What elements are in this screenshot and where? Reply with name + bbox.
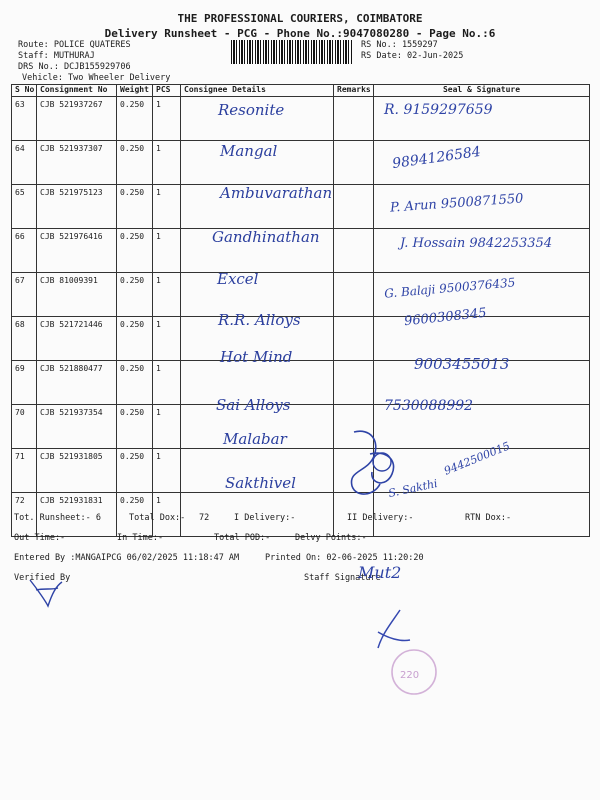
- consignee-cell: [181, 405, 334, 449]
- weight-cell: 0.250: [117, 97, 153, 141]
- weight-cell: 0.250: [117, 361, 153, 405]
- consignee-handwriting: Sakthivel: [225, 474, 296, 492]
- consignment-cell: CJB 521721446: [37, 317, 117, 361]
- weight-cell: 0.250: [117, 493, 153, 537]
- delivery-signature: 9894126584: [391, 143, 482, 173]
- col-signature: Seal & Signature: [374, 85, 590, 97]
- sno-cell: 67: [12, 273, 37, 317]
- consignee-cell: [181, 97, 334, 141]
- sno-cell: 72: [12, 493, 37, 537]
- sno-cell: 69: [12, 361, 37, 405]
- weight-cell: 0.250: [117, 317, 153, 361]
- sno-cell: 65: [12, 185, 37, 229]
- consignee-cell: [181, 317, 334, 361]
- table-header-row: [12, 85, 590, 97]
- stamp-mark: [370, 606, 446, 700]
- ii-delivery-label: II Delivery:-: [347, 513, 414, 523]
- pcs-cell: 1: [153, 361, 181, 405]
- consignee-cell: [181, 273, 334, 317]
- pcs-cell: 1: [153, 229, 181, 273]
- consignee-cell: [181, 185, 334, 229]
- delivery-signature: 9600308345: [403, 305, 488, 330]
- delivery-signature: R. 9159297659: [384, 102, 493, 118]
- delivery-signature: 9442500015: [442, 439, 512, 478]
- remarks-cell: [334, 361, 374, 405]
- pcs-cell: 1: [153, 493, 181, 537]
- company-title: THE PROFESSIONAL COURIERS, COIMBATORE: [177, 12, 423, 25]
- rs-date: RS Date: 02-Jun-2025: [361, 51, 464, 61]
- total-pod-label: Total POD:-: [214, 533, 271, 543]
- sno-cell: 68: [12, 317, 37, 361]
- sno-cell: 71: [12, 449, 37, 493]
- consignee-handwriting: Sai Alloys: [216, 396, 291, 414]
- weight-cell: 0.250: [117, 405, 153, 449]
- consignee-cell: [181, 361, 334, 405]
- remarks-cell: [334, 229, 374, 273]
- total-dox-value: 72: [199, 513, 210, 523]
- entered-by: Entered By :MANGAIPCG 06/02/2025 11:18:47 AM: [14, 553, 240, 563]
- rtn-dox-label: RTN Dox:-: [465, 513, 512, 523]
- consignee-cell: [181, 141, 334, 185]
- consignment-cell: CJB 521937307: [37, 141, 117, 185]
- staff-signature-label: Staff Signature: [304, 573, 381, 583]
- table-row: [12, 317, 590, 361]
- weight-cell: 0.250: [117, 229, 153, 273]
- col-pcs: PCS: [153, 85, 181, 97]
- sno-cell: 64: [12, 141, 37, 185]
- consignment-cell: CJB 521880477: [37, 361, 117, 405]
- sno-cell: 63: [12, 97, 37, 141]
- weight-cell: 0.250: [117, 141, 153, 185]
- weight-cell: 0.250: [117, 449, 153, 493]
- total-dox-label: Total Dox:-: [129, 513, 186, 523]
- consignee-handwriting: Hot Mind: [220, 348, 293, 366]
- weight-cell: 0.250: [117, 185, 153, 229]
- delivery-signature: 7530088992: [384, 398, 474, 414]
- weight-cell: 0.250: [117, 273, 153, 317]
- total-runsheet: Tot. Runsheet:- 6: [14, 513, 101, 523]
- consignee-handwriting: Resonite: [218, 101, 285, 119]
- barcode: [231, 40, 353, 64]
- runsheet-table: [11, 84, 590, 537]
- consignee-handwriting: Excel: [217, 270, 259, 288]
- runsheet-subtitle: Delivery Runsheet - PCG - Phone No.:9047080280 - Page No.:6: [104, 27, 496, 40]
- consignee-cell: [181, 229, 334, 273]
- col-consignee: Consignee Details: [181, 85, 334, 97]
- staff-label: Staff: MUTHURAJ: [18, 51, 95, 61]
- consignee-handwriting: R.R. Alloys: [218, 311, 301, 329]
- table-row: [12, 449, 590, 493]
- consignment-cell: CJB 521975123: [37, 185, 117, 229]
- consignee-handwriting: Malabar: [223, 430, 287, 448]
- delivery-signature: P. Arun 9500871550: [389, 191, 524, 216]
- printed-on: Printed On: 02-06-2025 11:20:20: [265, 553, 424, 563]
- verified-signature-mark: [26, 576, 66, 610]
- pcs-cell: 1: [153, 97, 181, 141]
- remarks-cell: [334, 97, 374, 141]
- pcs-cell: 1: [153, 405, 181, 449]
- table-row: [12, 141, 590, 185]
- col-consignment: Consignment No: [37, 85, 117, 97]
- col-weight: Weight: [117, 85, 153, 97]
- remarks-cell: [334, 185, 374, 229]
- delivery-signature: 9003455013: [414, 355, 510, 373]
- col-sno: S No: [12, 85, 37, 97]
- remarks-cell: [334, 273, 374, 317]
- delivery-points-label: Delvy Points:-: [295, 533, 367, 543]
- consignee-handwriting: Ambuvarathan: [220, 184, 333, 202]
- staff-signature-hand: Mut2: [358, 563, 402, 582]
- pcs-cell: 1: [153, 185, 181, 229]
- sno-cell: 66: [12, 229, 37, 273]
- route-label: Route: POLICE QUATERES: [18, 40, 131, 50]
- consignee-handwriting: Gandhinathan: [212, 228, 320, 246]
- remarks-cell: [334, 317, 374, 361]
- drs-number: DRS No.: DCJB155929706: [18, 62, 131, 72]
- in-time-label: In Time:-: [117, 533, 164, 543]
- vehicle-label: Vehicle: Two Wheeler Delivery: [22, 73, 171, 83]
- scribble-signature-mark: [340, 426, 410, 502]
- pcs-cell: 1: [153, 317, 181, 361]
- rs-number: RS No.: 1559297: [361, 40, 438, 50]
- consignment-cell: CJB 81009391: [37, 273, 117, 317]
- remarks-cell: [334, 141, 374, 185]
- pcs-cell: 1: [153, 141, 181, 185]
- verified-by-label: Verified By: [14, 573, 71, 583]
- sno-cell: 70: [12, 405, 37, 449]
- consignment-cell: CJB 521931831: [37, 493, 117, 537]
- delivery-signature: S. Sakthi: [387, 476, 439, 501]
- consignment-cell: CJB 521931805: [37, 449, 117, 493]
- pcs-cell: 1: [153, 273, 181, 317]
- pcs-cell: 1: [153, 449, 181, 493]
- delivery-signature: G. Balaji 9500376435: [383, 275, 516, 301]
- consignment-cell: CJB 521937354: [37, 405, 117, 449]
- i-delivery-label: I Delivery:-: [234, 513, 296, 523]
- delivery-signature: J. Hossain 9842253354: [400, 236, 553, 251]
- consignee-handwriting: Mangal: [220, 142, 278, 160]
- consignment-cell: CJB 521937267: [37, 97, 117, 141]
- consignee-cell: [181, 449, 334, 493]
- consignment-cell: CJB 521976416: [37, 229, 117, 273]
- table-row: [12, 97, 590, 141]
- out-time-label: Out Time:-: [14, 533, 66, 543]
- stamp-text: 220: [400, 670, 420, 681]
- col-remarks: Remarks: [334, 85, 374, 97]
